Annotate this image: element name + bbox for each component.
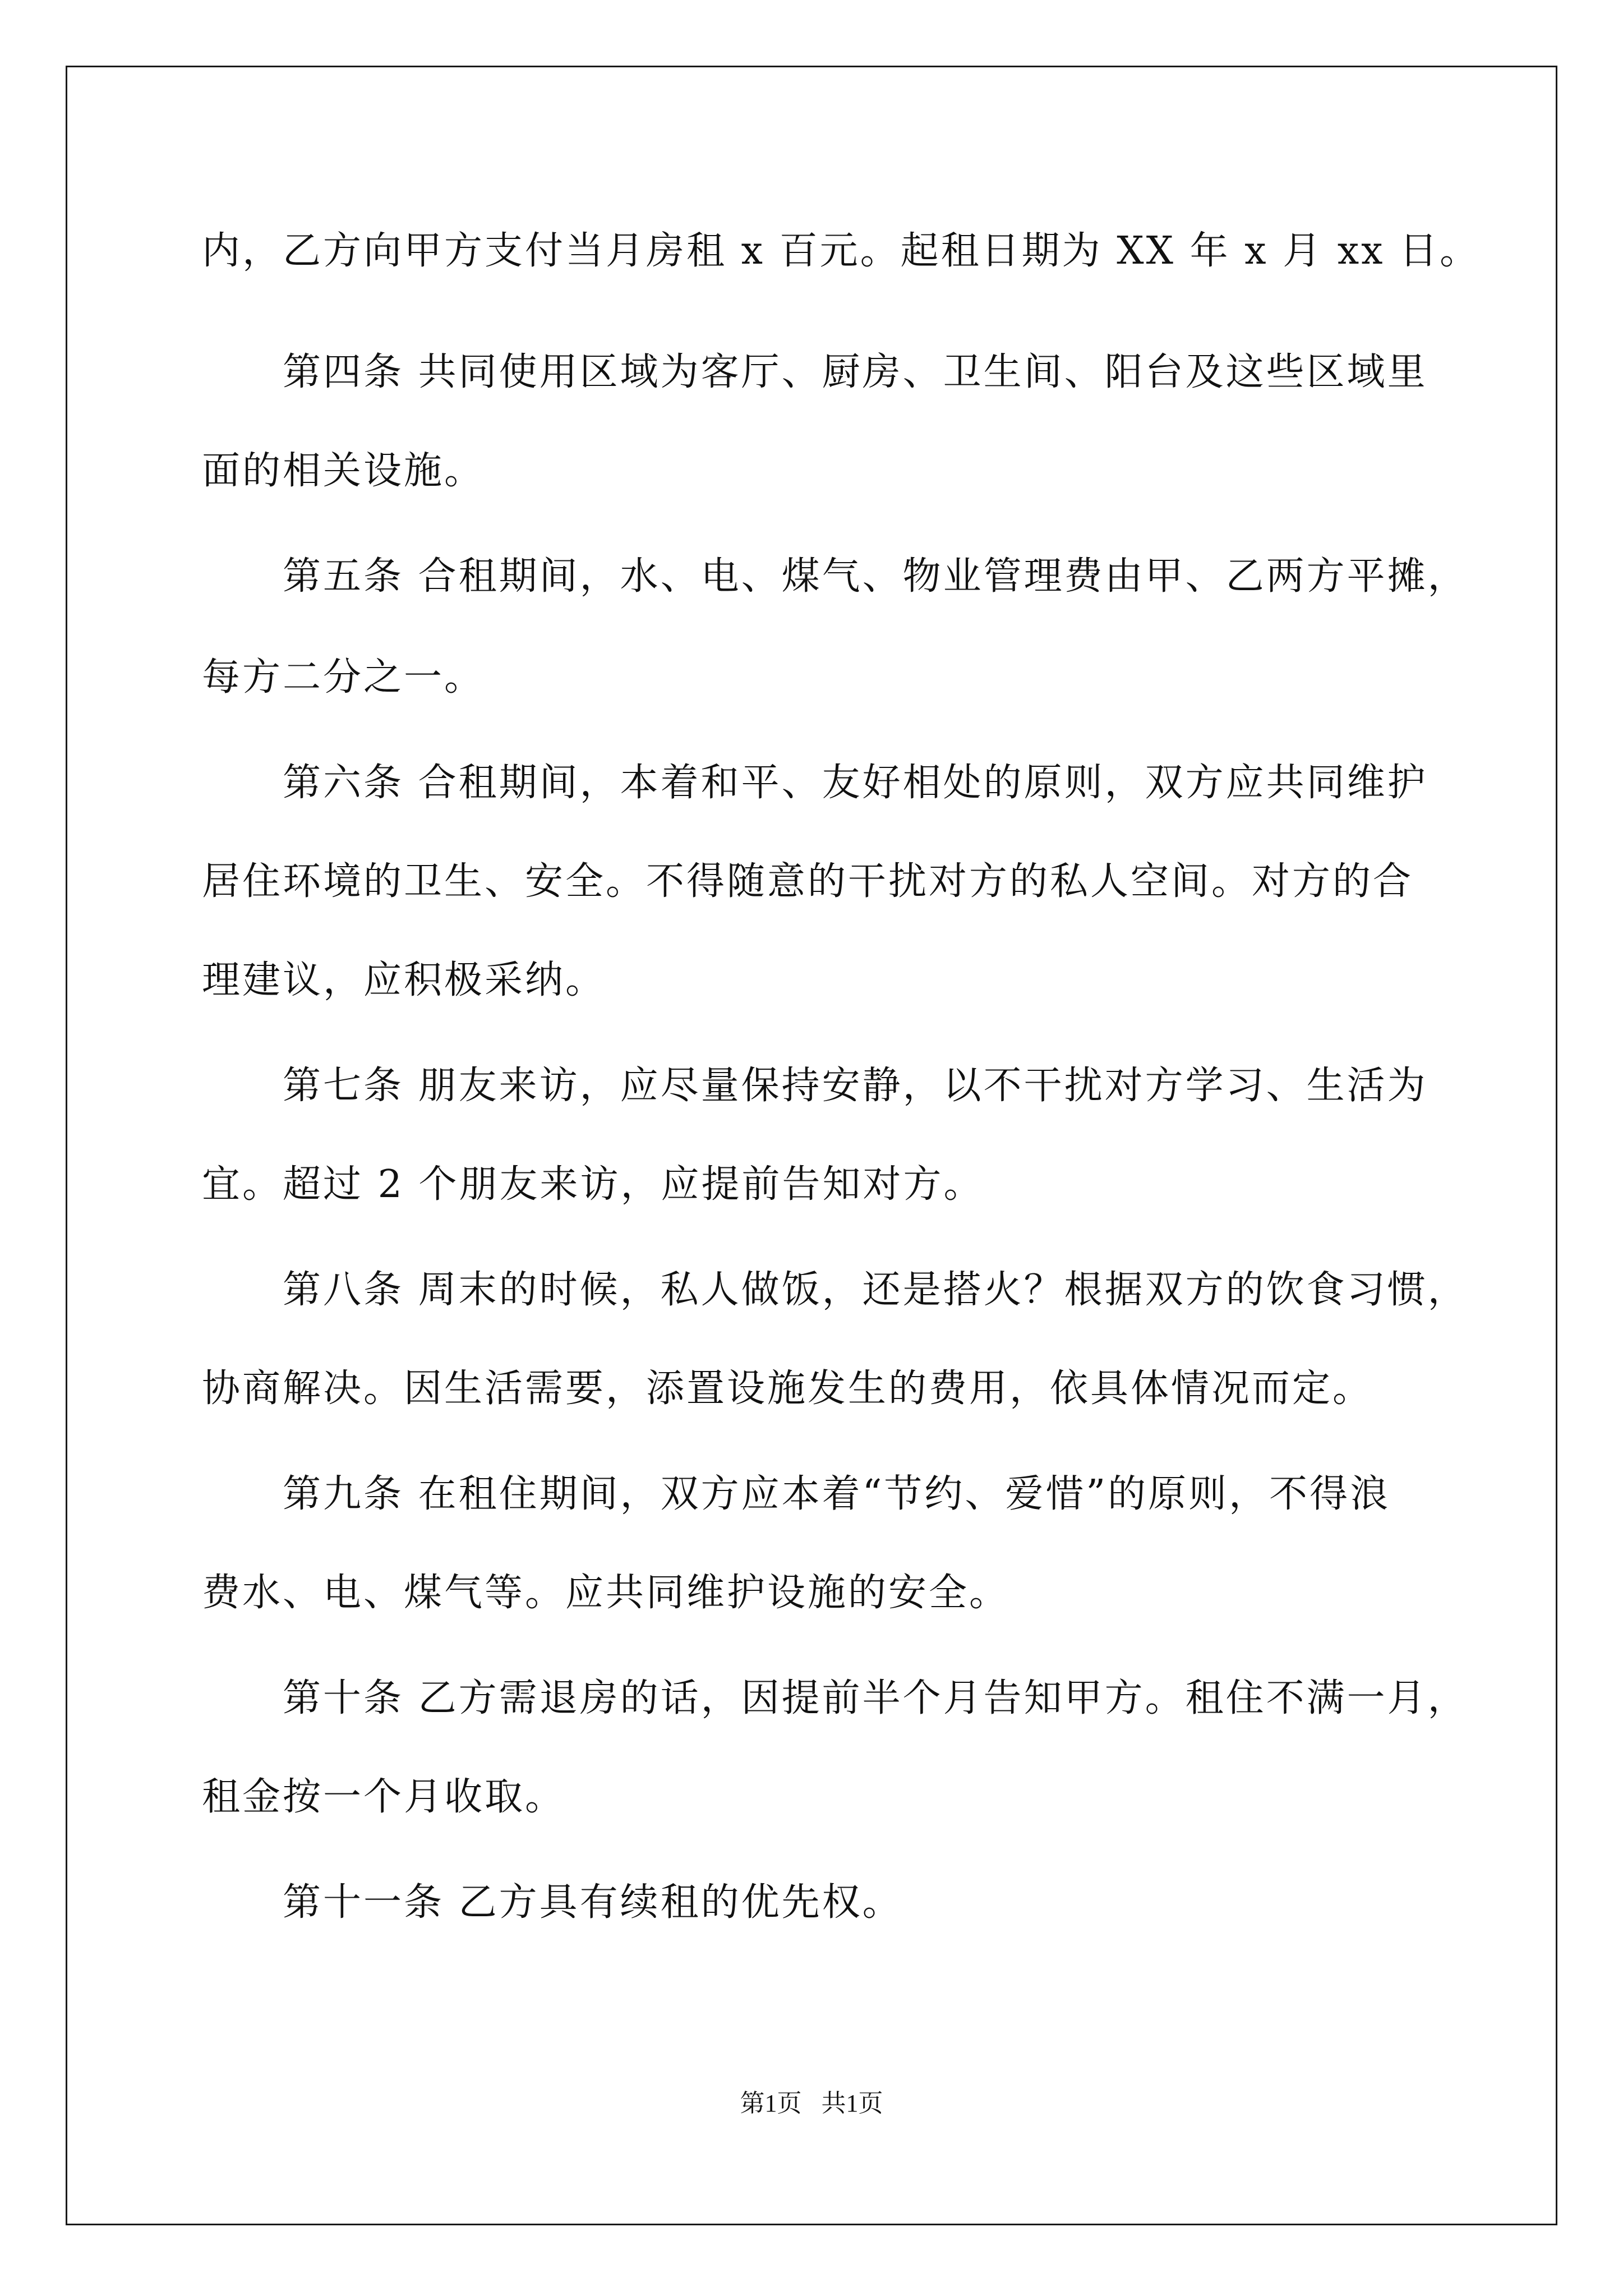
text-line: 居住环境的卫生、安全。不得随意的干扰对方的私人空间。对方的合 <box>202 859 1414 904</box>
text-line: 协商解决。因生活需要，添置设施发生的费用，依具体情况而定。 <box>202 1366 1373 1411</box>
text-line: 宜。超过 2 个朋友来访，应提前告知对方。 <box>202 1162 984 1207</box>
text-line: 费水、电、煤气等。应共同维护设施的安全。 <box>202 1571 1010 1615</box>
text-line: 内，乙方向甲方支付当月房租 x 百元。起租日期为 XX 年 x 月 xx 日。 <box>202 229 1481 273</box>
page-number-total: 共1页 <box>821 2090 883 2117</box>
text-line: 第七条 朋友来访，应尽量保持安静，以不干扰对方学习、生活为 <box>283 1064 1428 1108</box>
page-number-current: 第1页 <box>740 2090 802 2117</box>
text-line: 第八条 周末的时候，私人做饭，还是搭火？根据双方的饮食习惯， <box>283 1268 1468 1312</box>
text-line: 第十条 乙方需退房的话，因提前半个月告知甲方。租住不满一月， <box>283 1676 1468 1720</box>
text-line: 第十一条 乙方具有续租的优先权。 <box>283 1880 903 1925</box>
text-line: 第五条 合租期间，水、电、煤气、物业管理费由甲、乙两方平摊， <box>283 554 1468 599</box>
text-line: 每方二分之一。 <box>202 655 485 700</box>
text-line: 面的相关设施。 <box>202 449 485 493</box>
text-line: 第九条 在租住期间，双方应本着“节约、爱惜”的原则，不得浪 <box>283 1472 1391 1516</box>
text-line: 理建议，应积极采纳。 <box>202 958 606 1002</box>
text-line: 第六条 合租期间，本着和平、友好相处的原则，双方应共同维护 <box>283 761 1428 805</box>
text-line: 第四条 共同使用区域为客厅、厨房、卫生间、阳台及这些区域里 <box>283 350 1428 394</box>
text-line: 租金按一个月收取。 <box>202 1775 566 1819</box>
page-footer <box>0 2087 1623 2120</box>
